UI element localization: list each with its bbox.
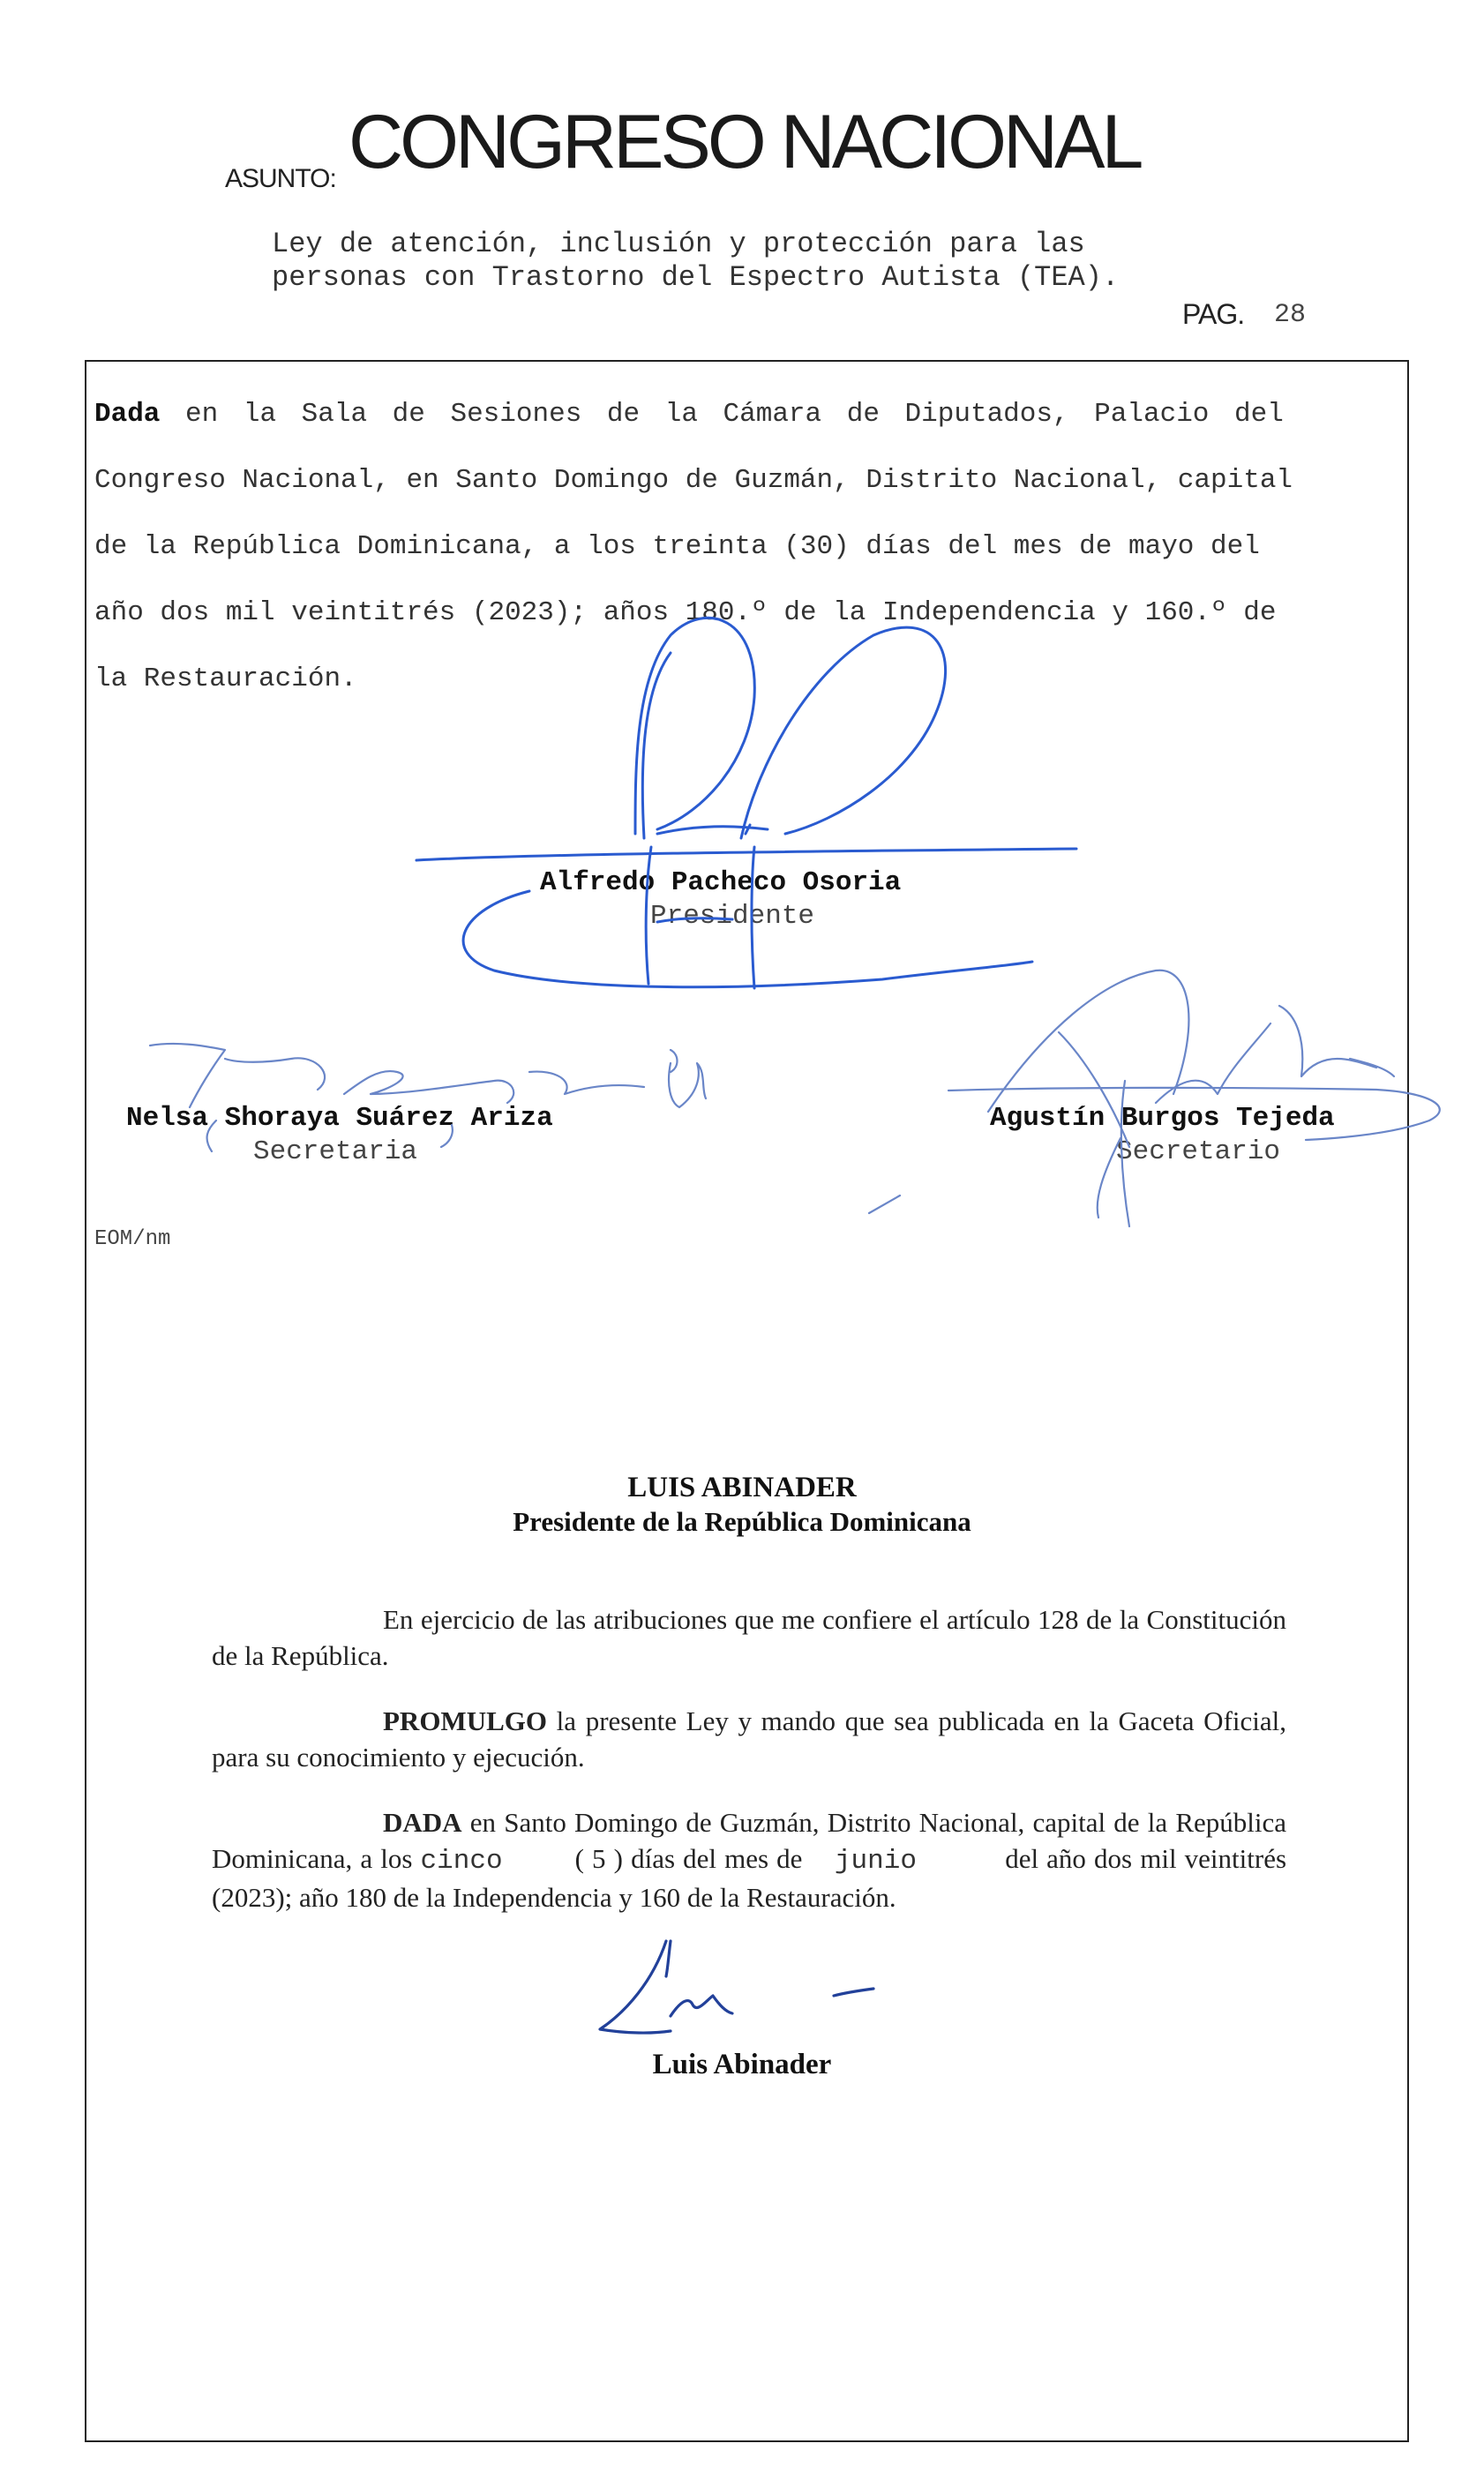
month-field: junio bbox=[834, 1846, 917, 1877]
page-number: 28 bbox=[1274, 300, 1307, 330]
president-name: Alfredo Pacheco Osoria bbox=[540, 867, 902, 898]
day-text-field: cinco bbox=[420, 1846, 503, 1877]
secretary-2-signature-icon bbox=[869, 971, 1440, 1226]
body-line-5: la Restauración. bbox=[94, 663, 357, 694]
paragraph-3-text-c: del año dos mil veintitrés (2023); año 180 de la Independencia y 160 de la Restauración. bbox=[212, 1843, 1287, 1913]
asunto-label: ASUNTO: bbox=[225, 164, 336, 193]
letterhead-title: CONGRESO NACIONAL bbox=[349, 100, 1141, 184]
body-line-4: año dos mil veintitrés (2023); años 180.º de la Independencia y 160.º de bbox=[94, 597, 1277, 628]
body-line-1-text: en la Sala de Sesiones de la Cámara de Diputados, Palacio del bbox=[185, 399, 1284, 430]
president-signature-icon bbox=[416, 618, 1076, 988]
body-line-2: Congreso Nacional, en Santo Domingo de Guzmán, Distrito Nacional, capital bbox=[94, 465, 1293, 496]
secretary-1-name: Nelsa Shoraya Suárez Ariza bbox=[126, 1103, 553, 1134]
executive-name: LUIS ABINADER bbox=[627, 1472, 857, 1503]
paragraph-3-text-b: días del mes de bbox=[631, 1843, 803, 1874]
signer-name: Luis Abinader bbox=[652, 2049, 832, 2080]
dada-keyword: DADA bbox=[383, 1807, 462, 1838]
secretary-1-title: Secretaria bbox=[253, 1136, 418, 1167]
executive-title: Presidente de la República Dominicana bbox=[513, 1506, 971, 1537]
secretary-1-signature-icon bbox=[150, 1044, 706, 1151]
day-number-field: ( 5 ) bbox=[574, 1843, 623, 1874]
page-label: PAG. bbox=[1182, 298, 1245, 330]
president-title: Presidente bbox=[650, 901, 815, 932]
paragraph-3-text-a: en Santo Domingo de Guzmán, Distrito Nacional, capital de la República Dominicana, a los bbox=[212, 1807, 1287, 1874]
paragraph-1-text: En ejercicio de las atribuciones que me confiere el artículo 128 de la Constitución de la República. bbox=[212, 1604, 1286, 1671]
secretary-2-name: Agustín Burgos Tejeda bbox=[990, 1103, 1335, 1134]
subject-line-1: Ley de atención, inclusión y protección para las bbox=[272, 228, 1085, 260]
secretary-2-title: Secretario bbox=[1116, 1136, 1281, 1167]
body-line-3: de la República Dominicana, a los treinta (30) días del mes de mayo del bbox=[94, 531, 1260, 562]
paragraph-2-text: la presente Ley y mando que sea publicada en la Gaceta Oficial, para su conocimiento y ejecución. bbox=[212, 1705, 1286, 1773]
typist-initials: EOM/nm bbox=[94, 1227, 171, 1251]
subject-line-2: personas con Trastorno del Espectro Autista (TEA). bbox=[272, 261, 1120, 294]
dada-heading: Dada bbox=[94, 399, 161, 430]
executive-signature-icon bbox=[600, 1941, 873, 2033]
promulgo-keyword: PROMULGO bbox=[383, 1705, 547, 1736]
